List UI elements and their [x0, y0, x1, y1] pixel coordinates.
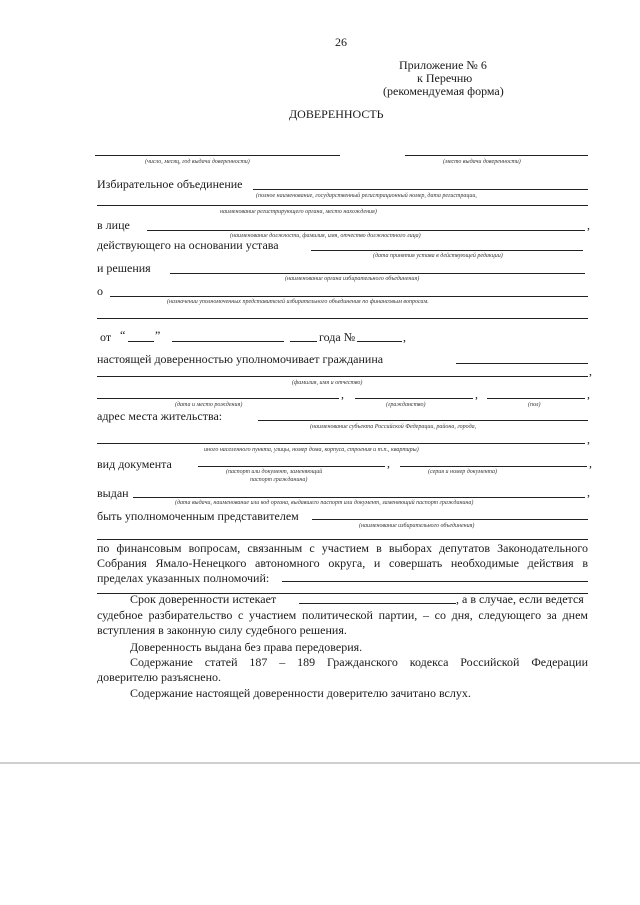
- association-caption: (полное наименование, государственный регистрационный номер, дата регистрации,: [256, 193, 477, 199]
- fio-caption: (фамилия, имя и отчество): [292, 380, 363, 386]
- civil-code-paragraph: [97, 655, 588, 685]
- decision-caption: (наименование органа избирательного объединения): [285, 276, 420, 282]
- sex-line: [487, 398, 585, 399]
- date-line: [95, 155, 340, 156]
- page-number: 26: [335, 35, 347, 49]
- issued-comma: ,: [587, 485, 590, 499]
- decision-line: [170, 273, 585, 274]
- document-type-label: вид документа: [97, 457, 172, 471]
- empowers-line: [456, 363, 588, 364]
- citizenship-line: [355, 398, 473, 399]
- association-name-caption: (наименование избирательного объединения): [359, 523, 475, 529]
- term-line: [299, 603, 456, 604]
- powers-line-1: по финансовым вопросам, связанным с участием в выборах депутатов Законодательного: [97, 541, 588, 555]
- appendix-line-3: (рекомендуемая форма): [383, 84, 504, 98]
- series-comma: ,: [589, 456, 592, 470]
- term-paragraph: [97, 608, 588, 638]
- number-line: [357, 341, 402, 342]
- series-caption: (серия и номер документа): [428, 469, 498, 475]
- document-type-line: [198, 466, 385, 467]
- month-line: [172, 341, 284, 342]
- issued-line: [133, 497, 585, 498]
- subject-caption: (наименование субъекта Российской Федерации, района, города,: [310, 424, 477, 430]
- civil-code-line-2: доверителю разъяснено.: [97, 670, 222, 684]
- birth-caption: (дата и место рождения): [175, 402, 243, 408]
- about-line-2: [97, 318, 588, 319]
- document-title: ДОВЕРЕННОСТЬ: [289, 107, 384, 121]
- year-number-label: года №: [319, 330, 356, 344]
- document-caption-2: паспорт гражданина): [250, 477, 308, 483]
- representative-label: быть уполномоченным представителем: [97, 509, 299, 523]
- address-line-2: [97, 443, 585, 444]
- issued-label: выдан: [97, 486, 129, 500]
- decision-label: и решения: [97, 261, 151, 275]
- charter-label: действующего на основании устава: [97, 238, 279, 252]
- person-label: в лице: [97, 218, 130, 232]
- fio-line: [97, 376, 588, 377]
- association-line-2: [97, 205, 588, 206]
- appendix-line-2: к Перечню: [417, 71, 473, 85]
- day-line: [128, 341, 154, 342]
- birth-comma: ,: [341, 387, 344, 401]
- person-comma: ,: [587, 218, 590, 232]
- address-line: [258, 420, 588, 421]
- from-label: от: [100, 330, 112, 344]
- year-line: [290, 341, 317, 342]
- powers-line-2: Собрания Ямало-Ненецкого автономного округа, и совершать необходимые действия в: [97, 556, 588, 570]
- place-line: [405, 155, 588, 156]
- quote-open: “: [120, 328, 126, 342]
- issued-caption: (дата выдачи, наименование или код органа, выдавшего паспорт или документ, заменяющий паспорт гражданина): [175, 500, 474, 506]
- number-comma: ,: [403, 330, 406, 344]
- sex-caption: (пол): [528, 402, 541, 408]
- powers-line-3: пределах указанных полномочий:: [97, 571, 270, 585]
- registration-caption: наименование регистрирующего органа, место нахождения): [220, 209, 377, 215]
- representative-line-2: [97, 539, 588, 540]
- representative-line: [312, 519, 588, 520]
- document-caption-1: (паспорт или документ, заменяющий: [226, 469, 323, 475]
- citizenship-comma: ,: [475, 387, 478, 401]
- term-label: Срок доверенности истекает: [130, 592, 277, 606]
- series-line: [400, 466, 587, 467]
- sex-comma: ,: [587, 387, 590, 401]
- civil-code-line-1: Содержание статей 187 – 189 Гражданского кодекса Российской Федерации: [130, 655, 588, 669]
- association-line: [253, 189, 588, 190]
- fio-comma: ,: [589, 364, 592, 378]
- no-redelegation-text: Доверенность выдана без права передоверия.: [130, 640, 363, 654]
- term-line-3: вступления в законную силу судебного решения.: [97, 623, 347, 637]
- powers-line: [282, 581, 588, 582]
- quote-close: ”: [155, 328, 161, 342]
- empowers-label: настоящей доверенностью уполномочивает гражданина: [97, 352, 384, 366]
- read-aloud-text: Содержание настоящей доверенности доверителю зачитано вслух.: [130, 686, 471, 700]
- citizenship-caption: (гражданство): [386, 402, 426, 408]
- address-label: адрес места жительства:: [97, 409, 223, 423]
- about-line: [110, 296, 588, 297]
- charter-caption: (дата принятия устава в действующей редакции): [373, 253, 503, 259]
- about-label: о: [97, 284, 103, 298]
- charter-line: [311, 250, 583, 251]
- document-comma: ,: [387, 456, 390, 470]
- position-caption: (наименование должности, фамилия, имя, отчество должностного лица): [230, 233, 421, 239]
- date-caption: (число, месяц, год выдачи доверенности): [145, 159, 250, 165]
- term-line-2: судебное разбирательство с участием политической партии, – со дня, следующего за днем: [97, 608, 588, 622]
- birth-line: [97, 398, 339, 399]
- powers-paragraph: [97, 541, 588, 586]
- person-line: [147, 230, 585, 231]
- appendix-line-1: Приложение № 6: [399, 58, 487, 72]
- address-comma: ,: [587, 432, 590, 446]
- locality-caption: иного населенного пункта, улицы, номер дома, корпуса, строения и т.п., квартиры): [204, 447, 419, 453]
- term-rest: , а в случае, если ведется: [456, 592, 584, 606]
- place-caption: (место выдачи доверенности): [443, 159, 521, 165]
- about-caption: (назначении уполномоченных представителей избирательного объединения по финансовым вопросам.: [167, 299, 429, 305]
- association-label: Избирательное объединение: [97, 177, 243, 191]
